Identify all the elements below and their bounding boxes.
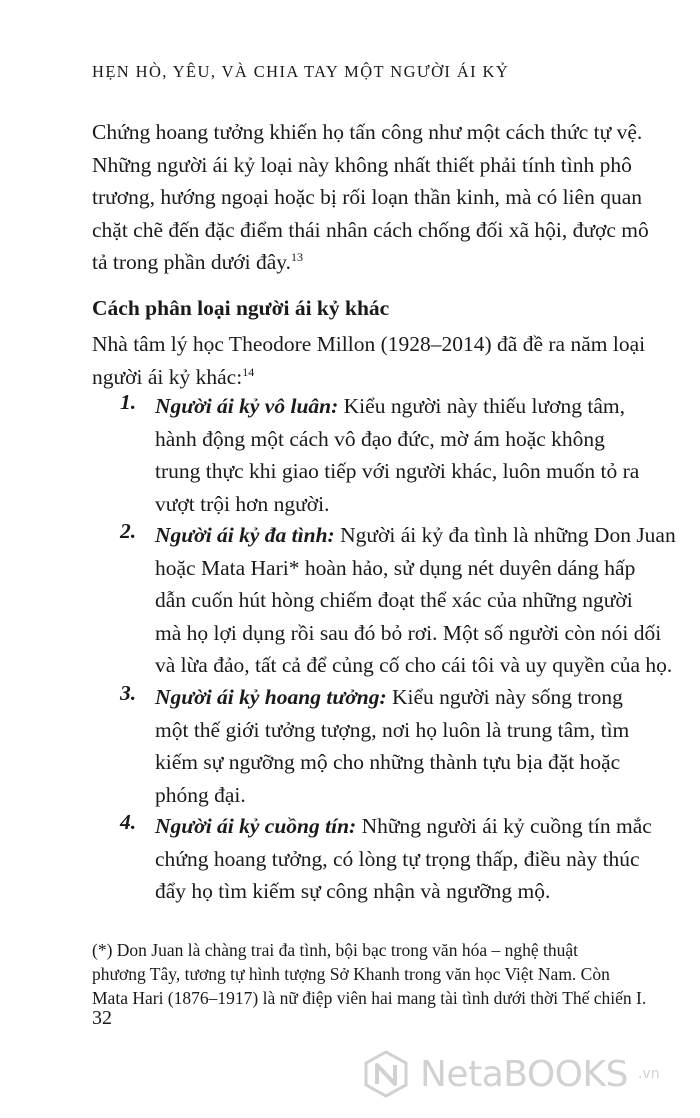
list-item-body — [155, 519, 676, 682]
list-item-text: kiếm sự ngưỡng mộ cho những thành tựu bịa đặt hoặc — [155, 750, 621, 774]
footnote — [92, 938, 647, 1010]
list-item-text: hành động một cách vô đạo đức, mờ ám hoặc không — [155, 426, 605, 451]
list-item-text: chứng hoang tưởng, có lòng tự trọng thấp, điều này thúc — [155, 846, 640, 871]
list-item-text: mà họ lợi dụng rồi sau đó bỏ rơi. Một số người còn nói dối — [155, 620, 662, 645]
paragraph-line: tả trong phần dưới đây. — [92, 250, 291, 274]
list-item-text: Kiểu người này sống trong — [386, 685, 623, 709]
list-item-text: Những người ái kỷ cuồng tín mắc — [356, 814, 652, 838]
list-item-text: một thế giới tưởng tượng, nơi họ luôn là trung tâm, tìm — [155, 717, 630, 742]
list-item-text: và lừa đảo, tất cả để củng cố cho cái tôi và uy quyền của họ. — [155, 653, 673, 677]
footnote-reference: 13 — [290, 250, 303, 264]
list-item-number: 1. — [120, 390, 137, 414]
list-item-body — [155, 681, 630, 811]
watermark-tld: .vn — [637, 1066, 660, 1082]
paragraph-line: chặt chẽ đến đặc điểm thái nhân cách chống đối xã hội, được mô — [92, 217, 649, 242]
watermark — [362, 1046, 692, 1102]
list-item-title: Người ái kỷ cuồng tín: — [155, 814, 357, 838]
section-heading: Cách phân loại người ái kỷ khác — [92, 296, 390, 320]
page-number: 32 — [92, 1007, 112, 1029]
list-item-text: hoặc Mata Hari* hoàn hảo, sử dụng nét duyên dáng hấp — [155, 555, 636, 580]
paragraph-line: người ái kỷ khác: — [92, 364, 243, 389]
footnote-reference: 14 — [242, 364, 255, 379]
footnote-line: Mata Hari (1876–1917) là nữ điệp viên hai mang tài tình dưới thời Thế chiến I. — [92, 988, 647, 1008]
list-item-body — [155, 390, 640, 520]
list-item-text: dẫn cuốn hút hòng chiếm đoạt thể xác của những người — [155, 588, 633, 612]
list-item-title: Người ái kỷ vô luân: — [155, 394, 339, 418]
list-item-text: trung thực khi giao tiếp với người khác, luôn muốn tỏ ra — [155, 459, 640, 483]
list-item-title: Người ái kỷ đa tình: — [155, 523, 335, 547]
paragraph-line: trương, hướng ngoại hoặc bị rối loạn thần kinh, mà có liên quan — [92, 185, 642, 209]
paragraph-line: Chứng hoang tưởng khiến họ tấn công như một cách thức tự vệ. — [92, 120, 643, 144]
list-item-text: Người ái kỷ đa tình là những Don Juan — [334, 523, 676, 547]
running-header: HẸN HÒ, YÊU, VÀ CHIA TAY MỘT NGƯỜI ÁI KỶ — [92, 62, 510, 81]
section-lead-paragraph — [92, 328, 646, 393]
list-item-text: đẩy họ tìm kiếm sự công nhận và ngưỡng mộ. — [155, 879, 551, 903]
watermark-brand: NetaBOOKS — [420, 1053, 628, 1095]
list-item-text: vượt trội hơn người. — [155, 491, 330, 516]
list-item-text: Kiểu người này thiếu lương tâm, — [338, 394, 625, 418]
paragraph-line: Nhà tâm lý học Theodore Millon (1928–2014) đã đề ra năm loại — [92, 332, 646, 356]
footnote-line: (*) Don Juan là chàng trai đa tình, bội bạc trong văn hóa – nghệ thuật — [92, 940, 578, 960]
paragraph-line: Những người ái kỷ loại này không nhất thiết phải tính tình phô — [92, 152, 632, 177]
list-item-text: phóng đại. — [155, 782, 246, 807]
intro-paragraph — [92, 116, 649, 279]
list-item-title: Người ái kỷ hoang tưởng: — [155, 685, 387, 709]
list-item-number: 2. — [120, 519, 137, 543]
footnote-line: phương Tây, tương tự hình tượng Sở Khanh trong văn học Việt Nam. Còn — [92, 964, 610, 984]
list-item-number: 4. — [120, 810, 137, 834]
list-item-number: 3. — [120, 681, 137, 705]
list-item-body — [155, 810, 652, 908]
netabooks-n-logo-icon — [362, 1050, 410, 1098]
